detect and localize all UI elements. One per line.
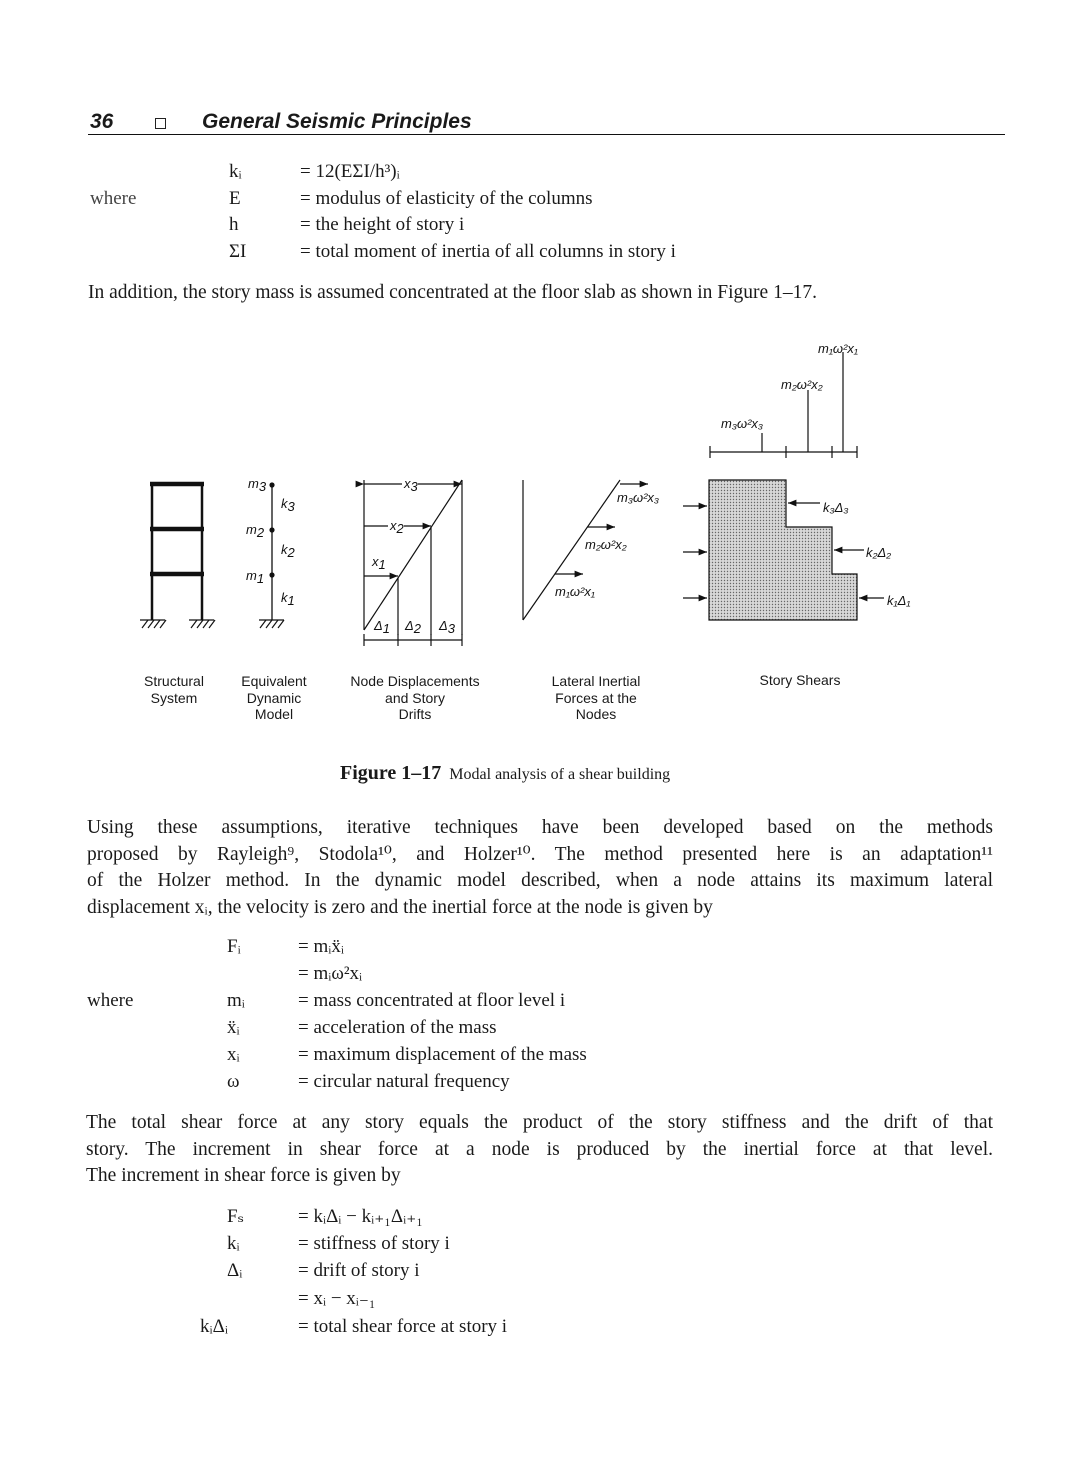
force-label: m₁ω²x₁ xyxy=(555,584,595,599)
figure-caption-text: Modal analysis of a shear building xyxy=(449,766,671,783)
stiffness-label-k3: k3 xyxy=(281,496,295,514)
figure-caption xyxy=(340,762,670,785)
force-label: m₂ω²x₂ xyxy=(585,537,627,552)
paragraph-methods xyxy=(87,815,993,921)
def-text: = total shear force at story i xyxy=(298,1316,508,1337)
paragraph-line: story. The increment in shear force at a node is produced by the inertial force at that level. xyxy=(86,1138,993,1160)
force-label: m₁ω²x₁ xyxy=(818,341,858,356)
shear-label: k₃Δ₃ xyxy=(823,500,849,515)
def-symbol: Fᵢ xyxy=(227,936,241,957)
svg-text:Δ1: Δ1 xyxy=(374,618,390,636)
def-symbol: kᵢ xyxy=(227,1233,240,1254)
figure-number: Figure 1–17 xyxy=(340,762,442,784)
def-symbol: ω xyxy=(227,1071,240,1092)
story-shears-diagram xyxy=(683,341,910,620)
def-text: = 12(EΣI/h³)ᵢ xyxy=(300,161,400,182)
def-symbol: kᵢ xyxy=(229,161,242,182)
mass-label-m2: m2 xyxy=(246,522,265,540)
caption-node-displacements: Node Displacements and Story Drifts xyxy=(350,673,480,722)
def-symbol: E xyxy=(229,188,241,209)
svg-text:x1: x1 xyxy=(372,554,386,572)
def-text: = the height of story i xyxy=(300,214,465,235)
def-text: = maximum displacement of the mass xyxy=(298,1044,587,1065)
shear-label: k₂Δ₂ xyxy=(866,545,892,560)
figure-1-17 xyxy=(0,330,1066,650)
paragraph-line: proposed by Rayleigh⁹, Stodola¹⁰, and Holzer¹⁰. The method presented here is an adaptation¹¹ xyxy=(87,843,993,865)
def-text: = xᵢ − xᵢ₋₁ xyxy=(298,1288,376,1309)
def-symbol: Fₛ xyxy=(227,1206,244,1227)
def-text: = mass concentrated at floor level i xyxy=(298,990,566,1011)
def-text: = total moment of inertia of all columns in story i xyxy=(300,241,676,262)
where-label: where xyxy=(90,188,137,209)
where-label: where xyxy=(87,990,134,1011)
force-label: m₃ω²x₃ xyxy=(617,490,660,505)
caption-structural-system: Structural System xyxy=(144,673,204,706)
paragraph-shear xyxy=(86,1110,993,1190)
paragraph-line: The increment in shear force is given by xyxy=(86,1165,401,1186)
def-symbol: Δᵢ xyxy=(227,1260,243,1281)
svg-text:x3: x3 xyxy=(404,476,418,494)
caption-story-shears: Story Shears xyxy=(759,672,841,688)
running-title: General Seismic Principles xyxy=(202,110,472,133)
box-glyph-icon xyxy=(155,118,166,129)
equivalent-dynamic-model xyxy=(246,476,296,628)
lateral-force-labels xyxy=(555,490,659,599)
def-text: = kᵢΔᵢ − kᵢ₊₁Δᵢ₊₁ xyxy=(298,1206,423,1227)
def-symbol: h xyxy=(229,214,239,235)
svg-text:x2: x2 xyxy=(390,518,404,536)
def-text: = mᵢω²xᵢ xyxy=(298,963,363,984)
force-label: m₃ω²x₃ xyxy=(721,416,764,431)
def-text: = modulus of elasticity of the columns xyxy=(300,188,593,209)
paragraph-line: displacement xᵢ, the velocity is zero and the inertial force at the node is given by xyxy=(87,896,713,918)
mass-label-m3: m3 xyxy=(248,476,267,494)
caption-lateral-forces: Lateral Inertial Forces at the Nodes xyxy=(551,673,641,722)
stiffness-label-k2: k2 xyxy=(281,542,295,560)
def-text: = drift of story i xyxy=(298,1260,420,1281)
def-text: = circular natural frequency xyxy=(298,1071,510,1092)
paragraph-line: of the Holzer method. In the dynamic model described, when a node attains its maximum lateral xyxy=(87,870,993,891)
svg-text:Δ3: Δ3 xyxy=(439,618,455,636)
def-text: = stiffness of story i xyxy=(298,1233,450,1254)
shear-label: k₁Δ₁ xyxy=(887,593,911,608)
structural-system-frame xyxy=(140,482,215,628)
page-number: 36 xyxy=(90,110,114,133)
svg-text:Δ2: Δ2 xyxy=(405,618,421,636)
def-symbol: ẍᵢ xyxy=(227,1017,240,1038)
mass-label-m1: m1 xyxy=(246,568,265,586)
def-text: = acceleration of the mass xyxy=(298,1017,497,1038)
def-symbol: mᵢ xyxy=(227,990,245,1011)
caption-equivalent-model: Equivalent Dynamic Model xyxy=(241,673,307,722)
paragraph-line: The total shear force at any story equals the product of the story stiffness and the drift of that xyxy=(86,1112,993,1133)
displacement-labels xyxy=(371,476,456,636)
def-symbol: ΣI xyxy=(229,241,247,262)
stiffness-label-k1: k1 xyxy=(281,590,295,608)
def-symbol: kᵢΔᵢ xyxy=(200,1316,228,1337)
paragraph-intro: In addition, the story mass is assumed concentrated at the floor slab as shown in Figure 1–17. xyxy=(88,282,817,303)
paragraph-line: Using these assumptions, iterative techniques have been developed based on the methods xyxy=(87,817,993,838)
running-header xyxy=(88,108,1005,135)
def-symbol: xᵢ xyxy=(227,1044,240,1065)
force-label: m₂ω²x₂ xyxy=(781,377,823,392)
def-text: = mᵢẍᵢ xyxy=(298,936,344,957)
